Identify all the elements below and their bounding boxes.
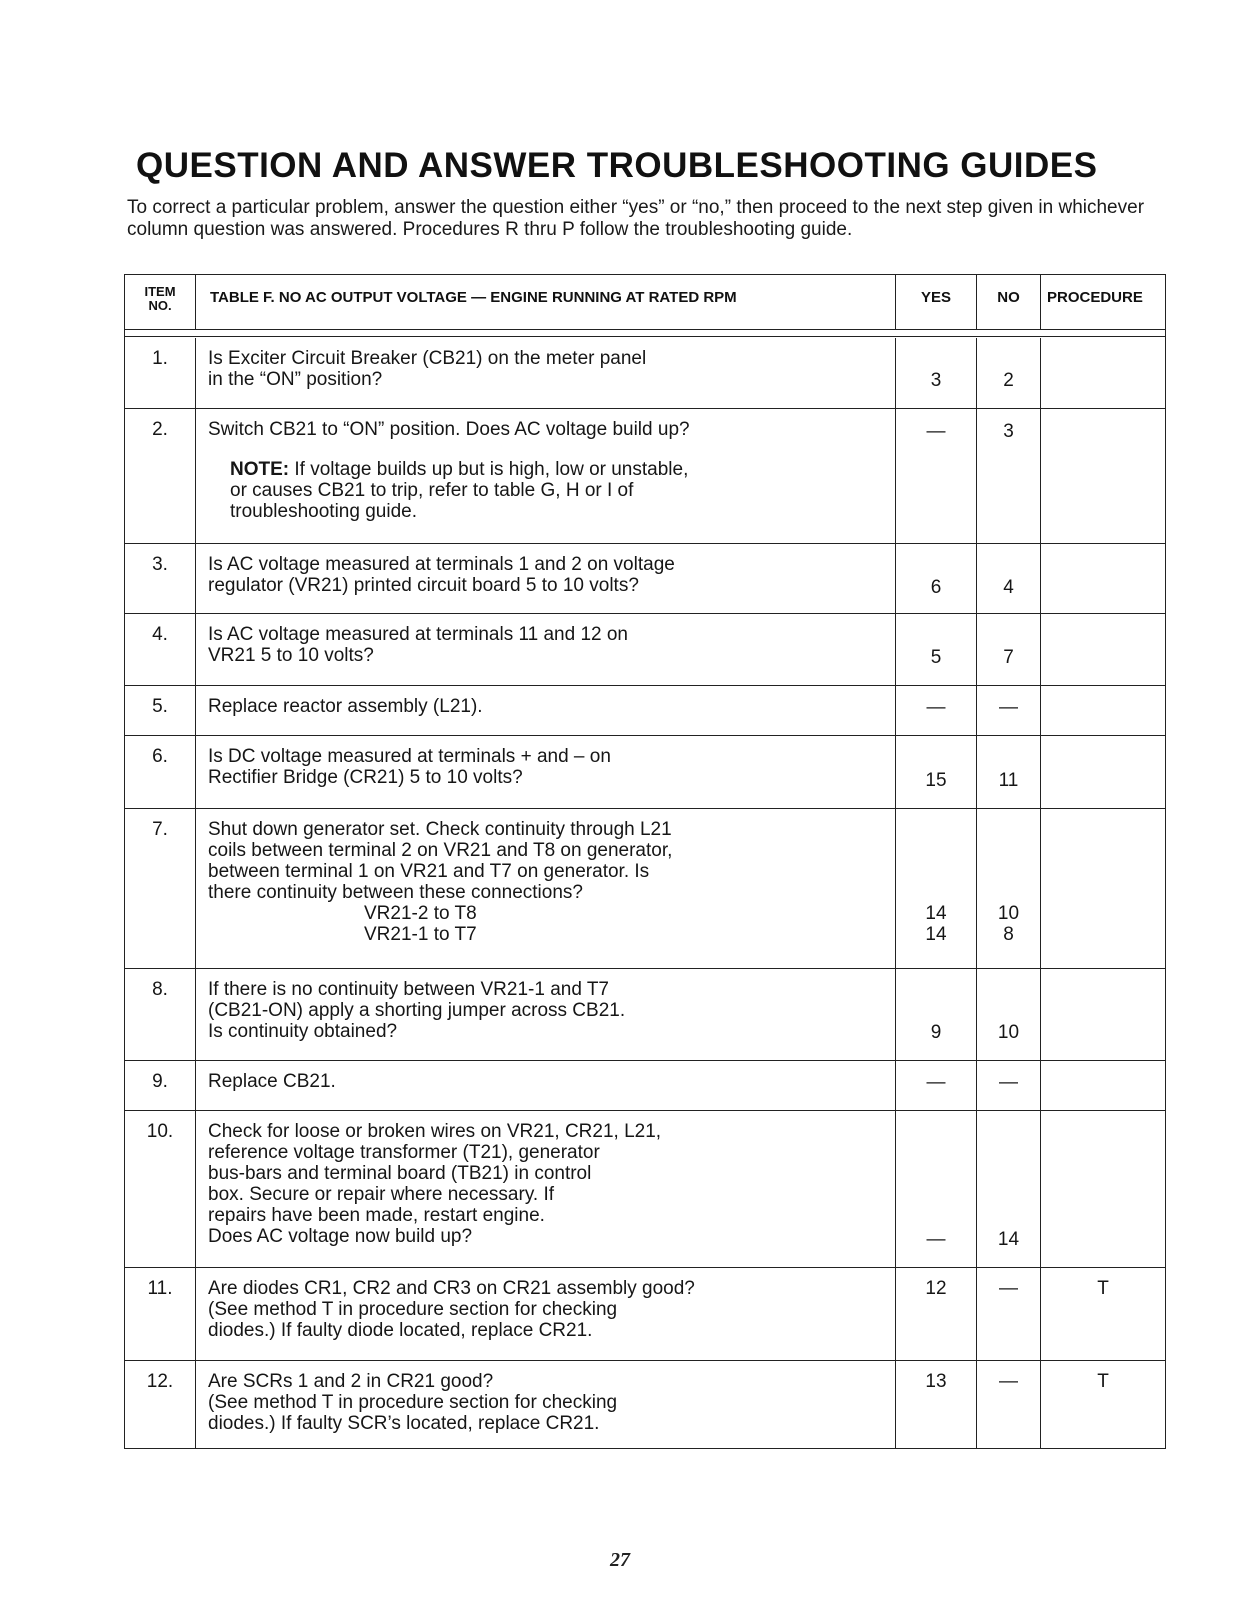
question-text: Are SCRs 1 and 2 in CR21 good? (See method T in procedure section for checking diodes.) If faulty SCR’s located, replace CR21. bbox=[208, 1371, 618, 1434]
question-text: Switch CB21 to “ON” position. Does AC voltage build up? bbox=[208, 419, 690, 440]
no-value: — bbox=[999, 697, 1018, 718]
procedure-cell bbox=[1040, 1061, 1165, 1110]
procedure-value: T bbox=[1097, 1278, 1109, 1299]
item-number: 12. bbox=[146, 1371, 174, 1392]
yes-cell bbox=[895, 409, 976, 543]
question-text: Check for loose or broken wires on VR21, CR21, L21, reference voltage transformer (T21), generator bus-bars and terminal board (TB21) in control box. Secure or repair where necessary. If repairs have been made, restart engine. Does AC voltage now build up? bbox=[208, 1121, 662, 1247]
header-procedure: PROCEDURE bbox=[1040, 275, 1165, 329]
header-no: NO bbox=[976, 275, 1040, 329]
question-cell bbox=[195, 686, 895, 735]
procedure-cell bbox=[1040, 338, 1165, 408]
procedure-cell bbox=[1040, 614, 1165, 685]
question-text: Is AC voltage measured at terminals 1 and 2 on voltage regulator (VR21) printed circuit board 5 to 10 volts? bbox=[208, 554, 675, 596]
yes-cell bbox=[895, 614, 976, 685]
no-cell bbox=[976, 1111, 1040, 1267]
procedure-cell bbox=[1040, 736, 1165, 808]
no-cell bbox=[976, 686, 1040, 735]
yes-value: 13 bbox=[925, 1371, 947, 1392]
yes-value: 15 bbox=[925, 770, 947, 791]
yes-value: — bbox=[926, 1072, 946, 1093]
yes-cell bbox=[895, 1268, 976, 1360]
procedure-cell bbox=[1040, 1268, 1165, 1360]
procedure-cell bbox=[1040, 809, 1165, 968]
yes-value: — bbox=[926, 1229, 946, 1250]
table-row bbox=[125, 685, 1165, 735]
table-row bbox=[125, 968, 1165, 1060]
yes-value: — bbox=[926, 421, 946, 442]
table-row bbox=[125, 1060, 1165, 1110]
connection-2: VR21-1 to T7 bbox=[364, 924, 477, 945]
item-number: 8. bbox=[152, 979, 168, 1000]
header-yes: YES bbox=[895, 275, 976, 329]
table-row bbox=[125, 1360, 1165, 1448]
yes-cell bbox=[895, 1061, 976, 1110]
yes-cell bbox=[895, 969, 976, 1060]
yes-cell bbox=[895, 1361, 976, 1448]
procedure-value: T bbox=[1097, 1371, 1109, 1392]
item-number: 11. bbox=[147, 1278, 173, 1299]
item-number: 3. bbox=[152, 554, 168, 575]
no-cell bbox=[976, 1361, 1040, 1448]
header-item-label: ITEM bbox=[144, 284, 176, 299]
no-value: 14 bbox=[997, 1229, 1020, 1250]
no-cell bbox=[976, 614, 1040, 685]
question-cell bbox=[195, 736, 895, 808]
yes-cell bbox=[895, 544, 976, 613]
yes-value: — bbox=[926, 697, 946, 718]
page-title: QUESTION AND ANSWER TROUBLESHOOTING GUIDES bbox=[136, 146, 1098, 185]
question-cell bbox=[195, 1361, 895, 1448]
question-text: Is AC voltage measured at terminals 11 and 12 on VR21 5 to 10 volts? bbox=[208, 624, 629, 666]
table-row bbox=[125, 1267, 1165, 1360]
no-cell bbox=[976, 338, 1040, 408]
table-row bbox=[125, 613, 1165, 685]
yes-value: 9 bbox=[930, 1022, 942, 1043]
yes-value: 3 bbox=[930, 370, 942, 391]
item-number: 1. bbox=[152, 348, 168, 369]
no-value: 7 bbox=[1003, 647, 1014, 668]
question-text: Replace CB21. bbox=[208, 1071, 336, 1092]
yes-value: 12 bbox=[925, 1278, 947, 1299]
note-label: NOTE: bbox=[230, 459, 290, 480]
yes-cell bbox=[895, 1111, 976, 1267]
header-table-title: TABLE F. NO AC OUTPUT VOLTAGE — ENGINE RUNNING AT RATED RPM bbox=[195, 275, 895, 329]
item-number: 9. bbox=[152, 1071, 168, 1092]
question-text: Is Exciter Circuit Breaker (CB21) on the meter panel in the “ON” position? bbox=[208, 348, 647, 390]
note-text bbox=[230, 459, 885, 522]
note-body: If voltage builds up but is high, low or unstable, or causes CB21 to trip, refer to table G, H or I of troubleshooting guide. bbox=[230, 459, 689, 522]
yes-value: 6 bbox=[930, 577, 942, 598]
question-cell bbox=[195, 409, 895, 543]
yes-value: 14 bbox=[925, 903, 947, 924]
no-value: — bbox=[999, 1278, 1018, 1299]
question-cell bbox=[195, 614, 895, 685]
question-text: Are diodes CR1, CR2 and CR3 on CR21 assembly good? (See method T in procedure section for checking diodes.) If faulty diode located, replace CR21. bbox=[208, 1278, 695, 1341]
table-row bbox=[125, 735, 1165, 808]
procedure-cell bbox=[1040, 686, 1165, 735]
item-number: 10. bbox=[146, 1121, 174, 1142]
no-value: 3 bbox=[1003, 421, 1014, 442]
no-cell bbox=[976, 736, 1040, 808]
procedure-cell bbox=[1040, 969, 1165, 1060]
no-value: 11 bbox=[998, 770, 1019, 791]
yes-cell bbox=[895, 809, 976, 968]
no-cell bbox=[976, 544, 1040, 613]
question-cell bbox=[195, 809, 895, 968]
yes-cell bbox=[895, 686, 976, 735]
yes-cell bbox=[895, 338, 976, 408]
item-number: 5. bbox=[152, 696, 168, 717]
header-no-label: NO. bbox=[148, 298, 172, 313]
procedure-cell bbox=[1040, 1361, 1165, 1448]
table-header bbox=[125, 275, 1165, 330]
yes-value: 5 bbox=[930, 647, 942, 668]
no-cell bbox=[976, 1268, 1040, 1360]
no-value: 10 bbox=[997, 903, 1020, 924]
table-row bbox=[125, 543, 1165, 613]
question-text: Shut down generator set. Check continuity through L21 coils between terminal 2 on VR21 and T8 on generator, between terminal 1 on VR21 and T7 on generator. Is there continuity between these connections? bbox=[208, 819, 673, 903]
question-text: Is DC voltage measured at terminals + and – on Rectifier Bridge (CR21) 5 to 10 volts? bbox=[208, 746, 611, 788]
no-cell bbox=[976, 409, 1040, 543]
question-text: Replace reactor assembly (L21). bbox=[208, 696, 483, 717]
troubleshooting-table bbox=[124, 274, 1166, 1449]
header-item-no bbox=[125, 275, 195, 329]
no-cell bbox=[976, 969, 1040, 1060]
intro-text: To correct a particular problem, answer the question either “yes” or “no,” then proceed to the next step given in whichever column question was answered. Procedures R thru P follow the troubleshooting guide. bbox=[127, 197, 1145, 240]
no-cell bbox=[976, 1061, 1040, 1110]
yes-value: 14 bbox=[925, 924, 947, 945]
no-value: 10 bbox=[997, 1022, 1020, 1043]
question-cell bbox=[195, 338, 895, 408]
no-cell bbox=[976, 809, 1040, 968]
table-row bbox=[125, 808, 1165, 968]
procedure-cell bbox=[1040, 544, 1165, 613]
question-cell bbox=[195, 969, 895, 1060]
table-body bbox=[125, 338, 1165, 1448]
table-row bbox=[125, 1110, 1165, 1267]
item-number: 7. bbox=[152, 819, 168, 840]
question-cell bbox=[195, 1268, 895, 1360]
item-number: 6. bbox=[152, 746, 168, 767]
no-value: — bbox=[999, 1371, 1018, 1392]
question-cell bbox=[195, 1111, 895, 1267]
question-text: If there is no continuity between VR21-1 and T7 (CB21-ON) apply a shorting jumper across CB21. Is continuity obtained? bbox=[208, 979, 626, 1042]
procedure-cell bbox=[1040, 1111, 1165, 1267]
page-number: 27 bbox=[610, 1549, 630, 1571]
yes-cell bbox=[895, 736, 976, 808]
table-row bbox=[125, 408, 1165, 543]
question-cell bbox=[195, 544, 895, 613]
no-value: 4 bbox=[1003, 577, 1014, 598]
item-number: 4. bbox=[152, 624, 168, 645]
table-row bbox=[125, 338, 1165, 408]
procedure-cell bbox=[1040, 409, 1165, 543]
connection-1: VR21-2 to T8 bbox=[364, 903, 477, 924]
no-value: — bbox=[999, 1072, 1018, 1093]
no-value: 8 bbox=[1003, 924, 1014, 945]
no-value: 2 bbox=[1003, 370, 1014, 391]
question-cell bbox=[195, 1061, 895, 1110]
item-number: 2. bbox=[152, 419, 168, 440]
